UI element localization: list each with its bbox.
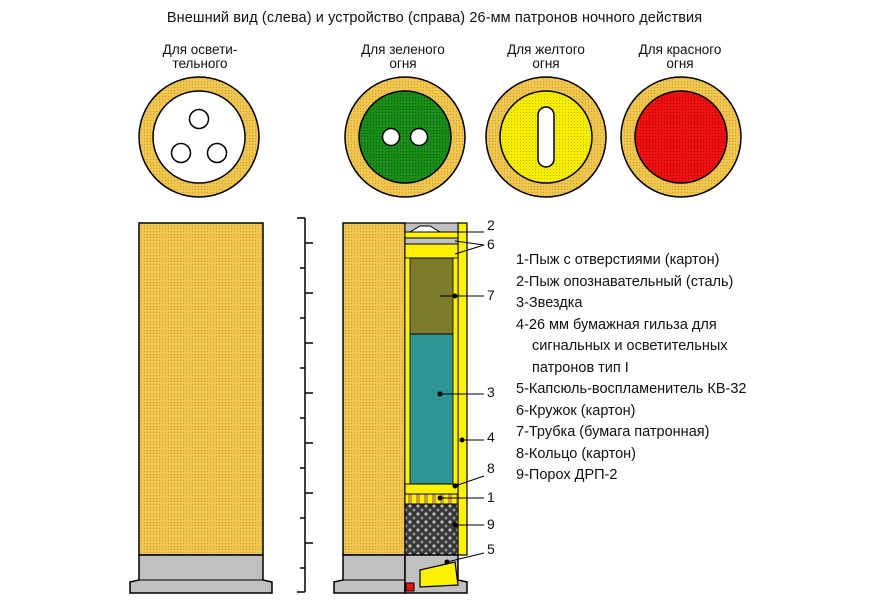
cartridge-top-yellow	[486, 77, 606, 197]
hole-icon	[208, 144, 227, 163]
legend-item-4b: сигнальных и осветительных	[532, 338, 728, 354]
callout-7: 7	[487, 287, 495, 303]
hole-icon	[172, 144, 191, 163]
legend-item-4a: 4-26 мм бумажная гильза для	[516, 316, 717, 333]
callout-5: 5	[487, 541, 495, 557]
cartridge-top-green	[345, 77, 465, 197]
legend-item-4c: патронов тип I	[532, 359, 629, 376]
cartridge-top-red	[621, 77, 741, 197]
slot-icon	[538, 107, 554, 167]
legend-item-3: 3-Звездка	[516, 295, 583, 311]
legend-item-8: 8-Кольцо (картон)	[516, 445, 637, 462]
legend	[516, 250, 746, 487]
callout-3: 3	[487, 384, 495, 400]
caption-illuminating-line2: тельного	[172, 56, 228, 71]
callout-4: 4	[487, 429, 495, 445]
hole-icon	[411, 129, 428, 146]
legend-item-9: 9-Порох ДРП-2	[516, 467, 618, 483]
primer-icon	[406, 583, 414, 591]
caption-red-line1: Для красного	[638, 42, 722, 57]
legend-item-2: 2-Пыж опознавательный (сталь)	[516, 273, 734, 290]
caption-green-line2: огня	[389, 56, 417, 71]
legend-item-1: 1-Пыж с отверстиями (картон)	[516, 252, 720, 268]
page-title: Внешний вид (слева) и устройство (справа) 26-мм патронов ночного действия	[166, 10, 703, 26]
caption-illuminating-line1: Для освети-	[162, 42, 238, 57]
callout-8: 8	[487, 460, 495, 476]
caption-red-line2: огня	[666, 56, 694, 71]
legend-item-7: 7-Трубка (бумага патронная)	[516, 424, 710, 440]
callout-6: 6	[487, 236, 495, 252]
callout-1: 1	[487, 489, 495, 505]
callout-2: 2	[487, 217, 495, 233]
legend-item-6: 6-Кружок (картон)	[516, 402, 636, 419]
legend-item-5: 5-Капсюль-воспламенитель КВ-32	[516, 381, 747, 397]
cartridge-section	[334, 223, 467, 593]
caption-yellow-line2: огня	[532, 56, 560, 71]
scale-ruler	[297, 218, 313, 592]
cartridge-external-view	[130, 223, 272, 593]
caption-green-line1: Для зеленого	[361, 42, 445, 57]
callout-9: 9	[487, 516, 495, 532]
cartridge-top-illuminating	[139, 77, 259, 197]
hole-icon	[190, 110, 209, 129]
hole-icon	[383, 129, 400, 146]
caption-yellow-line1: Для желтого	[507, 42, 585, 57]
